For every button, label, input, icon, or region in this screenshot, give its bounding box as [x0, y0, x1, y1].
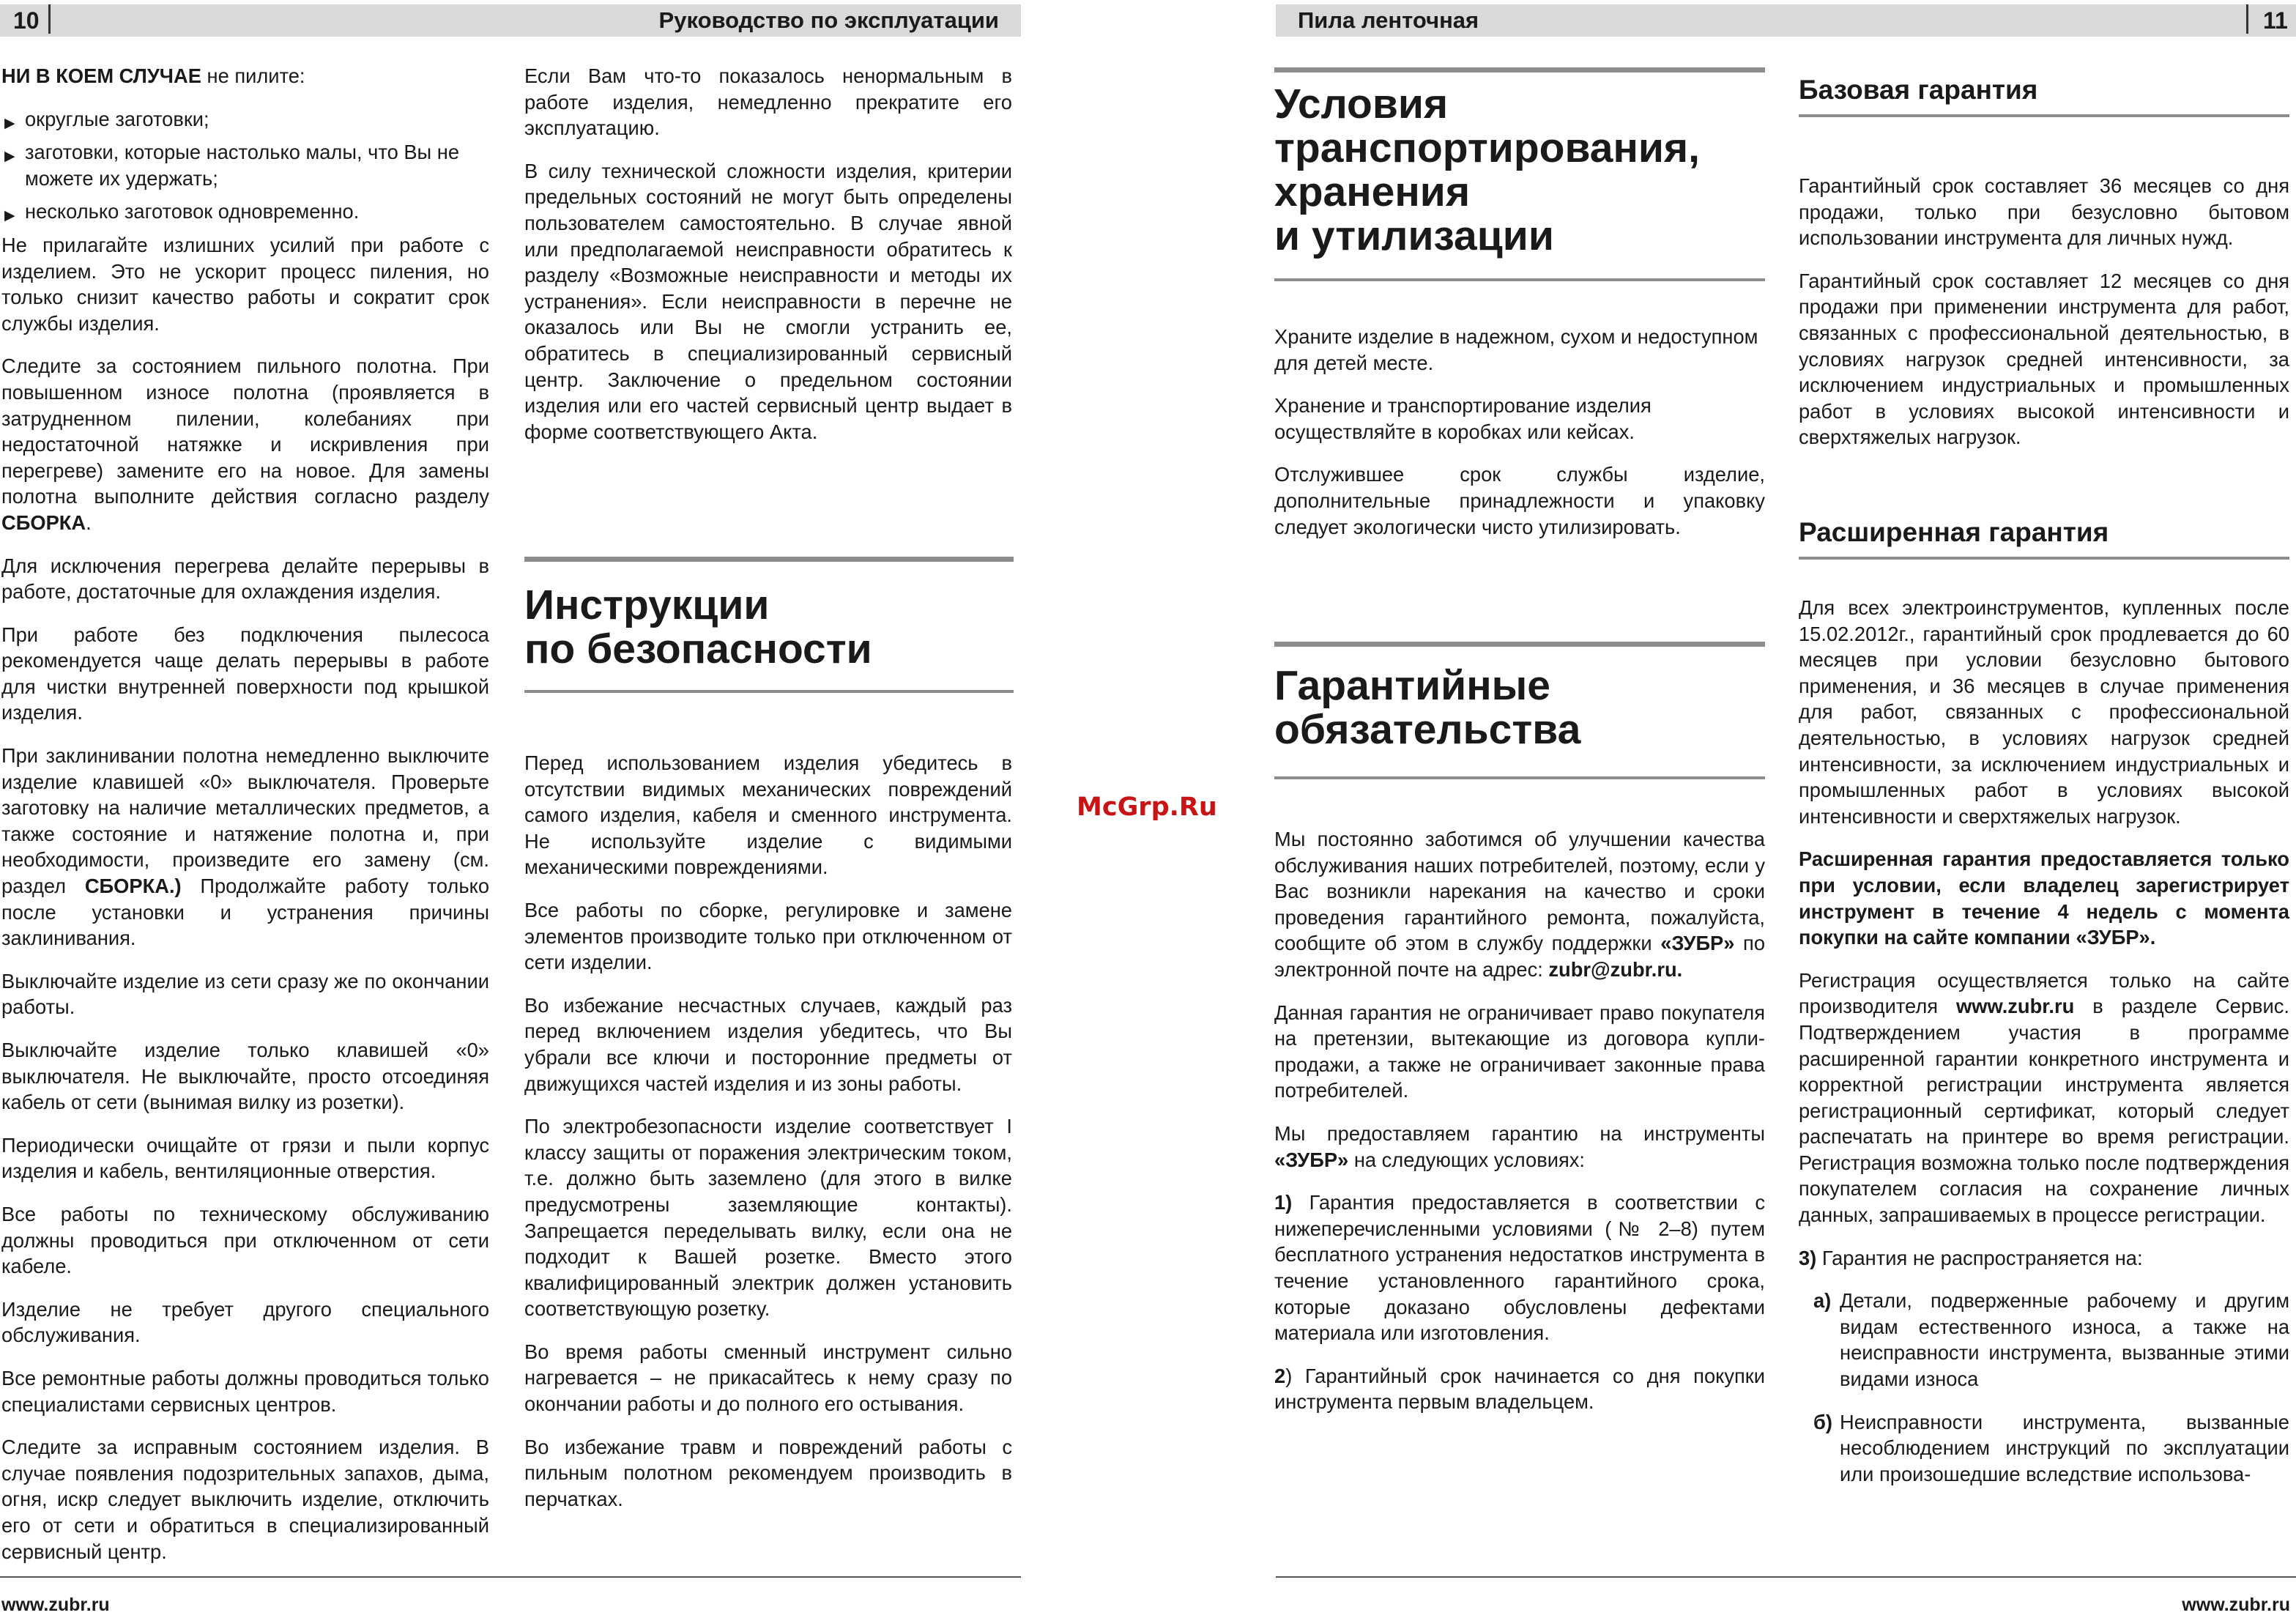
- paragraph: Данная гарантия не ограничивает право покупателя на претензии, вытекающие из договора купли-продажи, а также не ограничивает законные права потребителей.: [1274, 1001, 1765, 1102]
- exclusion-item-a: а) Детали, подверженные рабочему и другим видам естественного износа, а также на неисправности инструмента, вызванные этими видами износа: [1813, 1289, 2289, 1391]
- left-footer-url[interactable]: www.zubr.ru: [1, 1595, 110, 1615]
- paragraph: Мы постоянно заботимся об улучшении качества обслуживания наших потребителей, поэтому, если у Вас возникли нарекания на качество и сроки проведения гарантийного ремонта, пожалуйста, сообщите об этом в службу поддержки «ЗУБР» по электронной почте на адрес: zubr@zubr.ru.: [1274, 828, 1766, 981]
- list-item: ▶ несколько заготовок одновременно.: [1, 198, 489, 225]
- left-page-header-title: Руководство по эксплуатации: [658, 7, 999, 33]
- transport-heading: Условия транспортирования, хранения и утилизации: [1274, 81, 1701, 259]
- section-rule: [1799, 557, 2289, 560]
- left-page-header-bar: [0, 4, 1021, 37]
- paragraph: Изделие не требует другого специального обслуживания.: [1, 1297, 489, 1347]
- list-item: ▶ округлые заготовки;: [1, 106, 489, 133]
- section-rule-top: [524, 557, 1014, 562]
- paragraph: Периодически очищайте от грязи и пыли корпус изделия и кабель, вентиляционные отверстия.: [1, 1133, 489, 1183]
- section-rule-top: [1274, 67, 1765, 73]
- paragraph: Для исключения перегрева делайте перерывы в работе, достаточные для охлаждения изделия.: [1, 554, 489, 604]
- paragraph: По электробезопасности изделие соответствует I классу защиты от поражения электрическим током, т.е. должно быть заземлено (для этого в вилке предусмотрены заземляющие контакты). Запрещается переделывать вилку, если она не подходит к Вашей розетке. Вместо этого квалифицированный электрик должен установить соответствующую розетку.: [524, 1115, 1012, 1321]
- paragraph: Все работы по техническому обслуживанию должны проводиться при отключенном от сети кабеле.: [1, 1202, 489, 1278]
- paragraph: Перед использованием изделия убедитесь в отсутствии видимых механических повреждений самого изделия, кабеля и сменного инструмента. Не используйте изделие с видимыми механическими повреждениями.: [524, 752, 1012, 879]
- triangle-bullet-icon: ▶: [4, 115, 15, 131]
- paragraph: Отслужившее срок службы изделие, дополнительные принадлежности и упаковку следует экологически чисто утилизировать.: [1274, 463, 1765, 538]
- extended-warranty-heading: Расширенная гарантия: [1799, 517, 2109, 547]
- list-item: ▶ заготовки, которые настолько малы, что Вы не можете их удержать;: [4, 141, 460, 190]
- paragraph: Гарантийный срок составляет 12 месяцев со дня продажи при применении инструмента для работ, связанных с профессиональной деятельностью, в условиях нагрузок средней интенсивности, за исключением индустриальных и промышленных работ в условиях высокой интенсивности и сверхтяжелых нагрузок.: [1799, 269, 2289, 449]
- section-rule: [1799, 114, 2289, 117]
- paragraph: Выключайте изделие из сети сразу же по окончании работы.: [1, 969, 489, 1019]
- paragraph: При заклинивании полотна немедленно выключите изделие клавишей «0» выключателя. Проверьте заготовку на наличие металлических предметов, а также состояние и натяжение полотна и, при необходимости, произведите его замену (см. раздел СБОРКА.) Продолжайте работу только после установки и устранения причины заклинивания.: [1, 744, 490, 950]
- paragraph: Выключайте изделие только клавишей «0» выключателя. Не выключайте, просто отсоединяя кабель от сети (вынимая вилку из розетки).: [1, 1039, 489, 1114]
- section-rule-top: [1274, 642, 1765, 647]
- section-rule-bottom: [1274, 776, 1765, 779]
- paragraph: При работе без подключения пылесоса рекомендуется чаще делать перерывы в работе для чистки внутренней поверхности под крышкой изделия.: [1, 623, 489, 724]
- no-cut-intro: НИ В КОЕМ СЛУЧАЕ не пилите:: [1, 64, 305, 87]
- right-page-number: 11: [2263, 7, 2288, 34]
- exclusion-item-b: б) Неисправности инструмента, вызванные несоблюдением инструкций по эксплуатации или произошедшие вследствие использова-: [1813, 1410, 2289, 1485]
- paragraph: Гарантийный срок составляет 36 месяцев со дня продажи, только при безусловно бытовом использовании инструмента для личных нужд.: [1799, 174, 2289, 250]
- section-rule-bottom: [524, 690, 1014, 693]
- left-page-number: 10: [13, 7, 40, 34]
- right-page-header-title: Пила ленточная: [1298, 7, 1479, 33]
- paragraph: Во избежание несчастных случаев, каждый раз перед включением изделия убедитесь, что Вы убрали все ключи и посторонние предметы от движущихся частей изделия и из зоны работы.: [524, 993, 1012, 1095]
- safety-heading: Инструкции по безопасности: [524, 582, 872, 672]
- right-footer-rule: [1276, 1576, 2296, 1578]
- paragraph: Во избежание травм и повреждений работы с пильным полотном рекомендуем производить в перчатках.: [524, 1435, 1012, 1510]
- column-3-warranty: [1274, 826, 1765, 1432]
- right-page-header-bar: [1276, 4, 2296, 37]
- right-footer-url[interactable]: www.zubr.ru: [2182, 1595, 2290, 1615]
- paragraph: 3) Гарантия не распространяется на:: [1799, 1246, 2143, 1269]
- paragraph: Все ремонтные работы должны проводиться только специалистами сервисных центров.: [1, 1366, 489, 1416]
- right-header-divider: [2246, 4, 2248, 34]
- column-4-extended: [1799, 595, 2289, 1504]
- left-footer-rule: [0, 1576, 1021, 1578]
- no-cut-list: [1, 106, 489, 225]
- paragraph: Храните изделие в надежном, сухом и недоступном для детей месте.: [1274, 325, 1758, 374]
- site-link[interactable]: www.zubr.ru: [1956, 995, 2075, 1018]
- support-email-link[interactable]: zubr@zubr.ru.: [1548, 957, 1683, 981]
- warranty-heading: Гарантийные обязательства: [1274, 662, 1581, 753]
- basic-warranty-heading: Базовая гарантия: [1799, 75, 2038, 105]
- paragraph: Следите за состоянием пильного полотна. При повышенном износе полотна (проявляется в затрудненном пилении, колебаниях при недостаточной натяжке и искривления при перегреве) замените его на новое. Для замены полотна выполните действия согласно разделу СБОРКА.: [1, 355, 489, 534]
- column-2-body: [524, 750, 1012, 1529]
- paragraph: Регистрация осуществляется только на сайте производителя www.zubr.ru в разделе Сервис. Подтверждением участия в программе расширенной гарантии конкретного инструмента и корректной регистрации инструмента является регистрационный сертификат, который следует распечатать на принтере во время регистрации. Регистрация возможна только после подтверждения покупателем согласия на сохранение личных данных, запрашиваемых в процессе регистрации.: [1799, 968, 2290, 1227]
- paragraph: Следите за исправным состоянием изделия. В случае появления подозрительных запахов, дыма, огня, искр следует выключить изделие, отключить его от сети и обратиться в специализированный сервисный центр.: [1, 1436, 489, 1563]
- paragraph: Если Вам что-то показалось ненормальным в работе изделия, немедленно прекратите его эксплуатацию.: [524, 64, 1012, 140]
- watermark-text: McGrp.Ru: [1077, 793, 1217, 822]
- paragraph: Не прилагайте излишних усилий при работе с изделием. Это не ускорит процесс пиления, но только снизит качество работы и сократит срок службы изделия.: [1, 233, 489, 335]
- column-1: [1, 63, 489, 1581]
- triangle-bullet-icon: ▶: [4, 149, 15, 165]
- left-header-divider: [48, 4, 51, 34]
- paragraph: Во время работы сменный инструмент сильно нагревается – не прикасайтесь к нему сразу по окончании работы и до полного его остывания.: [524, 1340, 1012, 1416]
- paragraph: Для всех электроинструментов, купленных после 15.02.2012г., гарантийный срок продлевается до 60 месяцев при условии безусловно бытового применения, и 36 месяцев в случае применения для работ, связанных с профессиональной деятельностью, в условиях нагрузок средней интенсивности, за исключением индустриальных и промышленных работ в условиях высокой интенсивности и сверхтяжелых нагрузок.: [1799, 596, 2289, 828]
- paragraph: В силу технической сложности изделия, критерии предельных состояний не могут быть определены пользователем самостоятельно. В случае явной или предполагаемой неисправности обратитесь к разделу «Возможные неисправности и методы их устранения». Если неисправности в перечне не оказалось или Вы не смогли устранить ее, обратитесь в специализированный сервисный центр. Заключение о предельном состоянии изделия или его частей сервисный центр выдает в форме соответствующего Акта.: [524, 159, 1012, 443]
- paragraph: Расширенная гарантия предоставляется только при условии, если владелец зарегистрирует инструмент в течение 4 недель с момента покупки на сайте компании «ЗУБР».: [1799, 847, 2289, 949]
- section-rule-bottom: [1274, 278, 1765, 281]
- paragraph: 2) Гарантийный срок начинается со дня покупки инструмента первым владельцем.: [1274, 1364, 1765, 1414]
- column-2-top: [524, 63, 1012, 461]
- column-4-basic: [1799, 173, 2289, 467]
- paragraph: 1) Гарантия предоставляется в соответствии с нижеперечисленными условиями (№ 2–8) путем бесплатного устранения недостатков инструмента в течение установленного гарантийного срока, которые доказано обусловлены дефектами материала или изготовления.: [1274, 1191, 1765, 1345]
- intro-bold: НИ В КОЕМ СЛУЧАЕ: [1, 64, 201, 87]
- paragraph: Хранение и транспортирование изделия осуществляйте в коробках или кейсах.: [1274, 394, 1652, 443]
- paragraph: Все работы по сборке, регулировке и замене элементов производите только при отключенном от сети изделии.: [524, 898, 1012, 974]
- triangle-bullet-icon: ▶: [4, 208, 15, 224]
- paragraph: Мы предоставляем гарантию на инструменты «ЗУБР» на следующих условиях:: [1274, 1121, 1765, 1171]
- column-3-storage: [1274, 324, 1765, 557]
